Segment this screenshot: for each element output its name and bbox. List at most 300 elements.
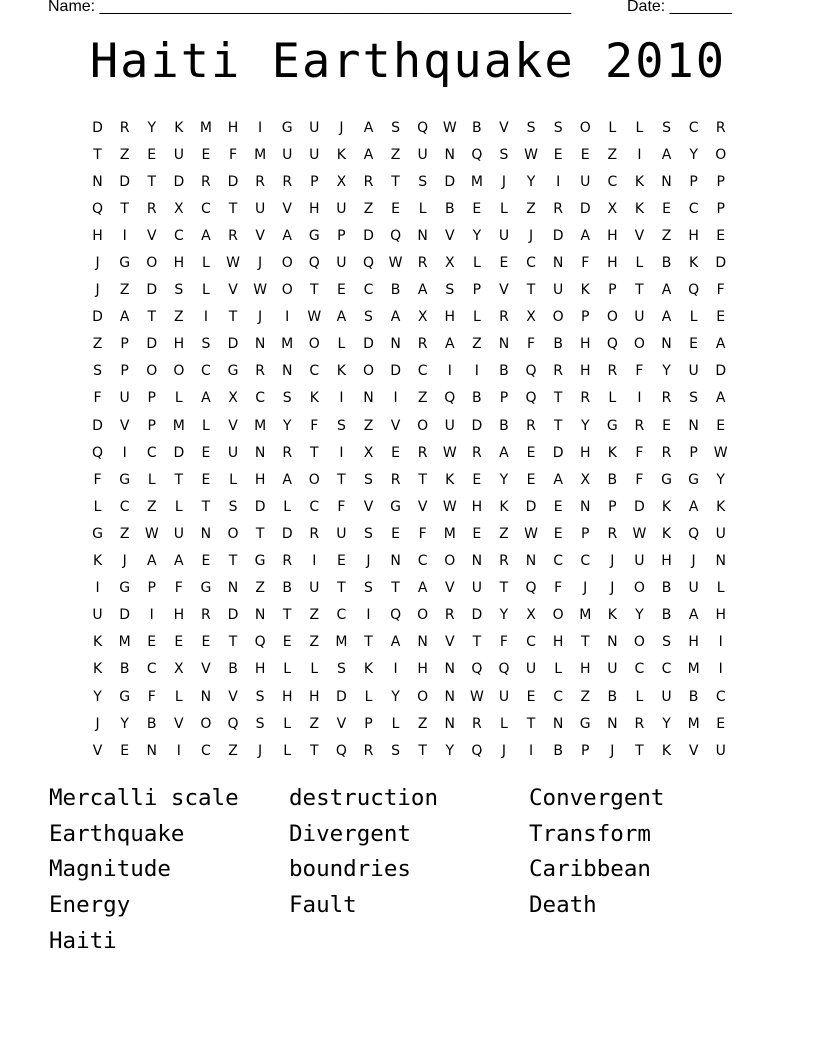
- grid-cell: F: [228, 146, 238, 163]
- grid-cell: V: [146, 227, 157, 244]
- grid-cell: S: [526, 119, 536, 136]
- grid-cell: U: [309, 580, 320, 597]
- grid-cell: H: [227, 119, 239, 136]
- grid-cell: O: [633, 336, 645, 353]
- grid-cell: S: [445, 282, 455, 299]
- grid-cell: F: [418, 525, 427, 542]
- grid-cell: S: [364, 525, 373, 542]
- grid-cell: Z: [417, 715, 428, 732]
- grid-cell: I: [447, 363, 452, 380]
- grid-cell: O: [417, 688, 429, 705]
- grid-cell: O: [444, 553, 456, 570]
- grid-cell: A: [417, 580, 428, 597]
- grid-cell: K: [309, 390, 319, 407]
- grid-cell: E: [174, 634, 184, 651]
- grid-cell: U: [661, 688, 672, 705]
- grid-cell: N: [417, 227, 428, 244]
- grid-cell: O: [362, 363, 374, 380]
- grid-cell: Z: [174, 309, 184, 326]
- grid-cell: N: [525, 553, 537, 570]
- grid-cell: Q: [525, 390, 537, 407]
- grid-cell: H: [552, 634, 564, 651]
- grid-cell: R: [282, 173, 293, 190]
- word-search-grid: [84, 114, 734, 764]
- word-item: Fault: [289, 892, 357, 919]
- grid-cell: I: [393, 661, 398, 678]
- grid-cell: J: [95, 255, 100, 272]
- grid-cell: P: [120, 336, 129, 353]
- grid-cell: X: [417, 309, 428, 326]
- grid-cell: S: [418, 173, 428, 190]
- grid-cell: L: [283, 715, 292, 732]
- grid-cell: N: [254, 336, 266, 353]
- grid-cell: L: [418, 200, 427, 217]
- grid-cell: R: [607, 525, 618, 542]
- grid-cell: G: [119, 255, 131, 272]
- grid-cell: D: [336, 688, 347, 705]
- grid-cell: J: [122, 553, 127, 570]
- grid-cell: O: [281, 282, 293, 299]
- grid-cell: E: [282, 634, 292, 651]
- grid-cell: T: [337, 580, 346, 597]
- grid-cell: Z: [119, 282, 130, 299]
- grid-cell: F: [174, 580, 183, 597]
- grid-cell: X: [607, 200, 618, 217]
- word-item: Caribbean: [529, 856, 651, 883]
- grid-cell: C: [526, 634, 536, 651]
- grid-cell: D: [444, 173, 456, 190]
- grid-cell: I: [122, 227, 127, 244]
- grid-cell: Q: [254, 634, 266, 651]
- grid-cell: W: [524, 146, 538, 163]
- grid-cell: S: [662, 634, 671, 651]
- grid-cell: H: [281, 688, 293, 705]
- grid-cell: E: [201, 634, 211, 651]
- grid-cell: O: [417, 607, 429, 624]
- grid-cell: W: [469, 688, 484, 705]
- grid-cell: I: [366, 607, 371, 624]
- grid-cell: Q: [417, 119, 429, 136]
- grid-cell: Q: [335, 742, 347, 759]
- grid-cell: Z: [661, 227, 672, 244]
- grid-cell: S: [364, 580, 373, 597]
- grid-cell: K: [607, 444, 617, 461]
- grid-cell: J: [691, 553, 696, 570]
- grid-cell: L: [635, 688, 644, 705]
- grid-cell: O: [227, 525, 239, 542]
- grid-cell: H: [92, 227, 103, 244]
- grid-cell: D: [173, 173, 185, 190]
- grid-cell: T: [391, 173, 400, 190]
- grid-cell: L: [93, 498, 102, 515]
- grid-cell: N: [688, 417, 699, 434]
- grid-cell: L: [283, 661, 292, 678]
- grid-cell: M: [199, 119, 212, 136]
- grid-cell: X: [228, 390, 238, 407]
- grid-cell: Z: [309, 607, 320, 624]
- grid-cell: D: [173, 444, 185, 461]
- grid-cell: A: [201, 227, 211, 244]
- grid-cell: H: [444, 309, 456, 326]
- grid-cell: K: [580, 282, 590, 299]
- grid-cell: R: [417, 255, 428, 272]
- grid-cell: G: [688, 471, 700, 488]
- grid-cell: V: [228, 688, 238, 705]
- grid-cell: D: [92, 119, 103, 136]
- grid-cell: Q: [525, 580, 537, 597]
- grid-cell: M: [687, 661, 700, 678]
- grid-cell: T: [228, 309, 238, 326]
- grid-cell: T: [310, 444, 319, 461]
- grid-cell: V: [444, 227, 455, 244]
- grid-cell: V: [688, 742, 699, 759]
- grid-cell: G: [281, 119, 293, 136]
- grid-cell: H: [579, 336, 591, 353]
- grid-cell: C: [309, 498, 320, 515]
- grid-cell: Q: [92, 444, 104, 461]
- grid-cell: A: [390, 634, 401, 651]
- grid-cell: P: [337, 227, 346, 244]
- grid-cell: N: [498, 336, 510, 353]
- grid-cell: X: [363, 444, 374, 461]
- grid-cell: H: [471, 498, 483, 515]
- grid-cell: E: [336, 553, 346, 570]
- grid-cell: H: [254, 471, 266, 488]
- grid-cell: J: [610, 742, 615, 759]
- grid-cell: B: [472, 119, 482, 136]
- grid-cell: L: [635, 119, 644, 136]
- grid-cell: B: [499, 417, 509, 434]
- grid-cell: U: [92, 607, 103, 624]
- grid-cell: O: [146, 363, 158, 380]
- grid-cell: H: [254, 661, 266, 678]
- grid-cell: T: [228, 200, 238, 217]
- grid-cell: G: [390, 498, 401, 515]
- grid-cell: O: [552, 607, 564, 624]
- grid-cell: R: [661, 390, 672, 407]
- grid-cell: B: [661, 607, 672, 624]
- grid-cell: D: [552, 444, 564, 461]
- grid-cell: T: [418, 742, 427, 759]
- grid-cell: T: [174, 471, 184, 488]
- grid-cell: S: [201, 336, 211, 353]
- grid-cell: R: [661, 444, 672, 461]
- grid-cell: R: [282, 444, 293, 461]
- grid-cell: U: [336, 525, 347, 542]
- grid-cell: H: [715, 607, 726, 624]
- grid-cell: K: [607, 607, 617, 624]
- grid-cell: Z: [580, 688, 591, 705]
- grid-cell: N: [552, 255, 564, 272]
- grid-cell: D: [92, 417, 103, 434]
- grid-cell: A: [444, 336, 455, 353]
- grid-cell: U: [227, 444, 239, 461]
- grid-cell: J: [610, 580, 615, 597]
- grid-cell: V: [282, 200, 292, 217]
- word-item: Death: [529, 892, 597, 919]
- grid-cell: T: [228, 634, 238, 651]
- grid-cell: R: [201, 607, 211, 624]
- grid-cell: H: [661, 553, 672, 570]
- grid-cell: N: [661, 336, 672, 353]
- grid-cell: H: [688, 634, 699, 651]
- grid-cell: V: [255, 227, 265, 244]
- grid-cell: N: [579, 498, 591, 515]
- grid-cell: N: [607, 715, 618, 732]
- grid-cell: E: [472, 525, 482, 542]
- word-item: Energy: [49, 892, 131, 919]
- grid-cell: Z: [309, 715, 320, 732]
- grid-cell: S: [282, 390, 292, 407]
- grid-cell: D: [634, 498, 645, 515]
- grid-cell: T: [526, 715, 536, 732]
- grid-cell: O: [308, 471, 320, 488]
- grid-cell: F: [716, 282, 725, 299]
- grid-cell: Y: [120, 715, 129, 732]
- grid-cell: W: [253, 282, 268, 299]
- grid-cell: G: [254, 553, 266, 570]
- grid-cell: D: [715, 255, 727, 272]
- grid-cell: T: [120, 200, 129, 217]
- grid-cell: V: [634, 227, 645, 244]
- grid-cell: C: [661, 661, 672, 678]
- grid-cell: V: [363, 498, 374, 515]
- grid-cell: E: [201, 444, 211, 461]
- grid-cell: Q: [362, 255, 374, 272]
- grid-cell: Y: [93, 688, 102, 705]
- grid-cell: Z: [119, 146, 130, 163]
- grid-cell: A: [146, 553, 157, 570]
- grid-cell: J: [95, 715, 100, 732]
- grid-cell: E: [147, 634, 157, 651]
- grid-cell: J: [501, 173, 507, 190]
- grid-cell: I: [637, 390, 642, 407]
- grid-cell: S: [364, 471, 373, 488]
- grid-cell: L: [716, 580, 725, 597]
- grid-cell: O: [579, 119, 591, 136]
- grid-cell: J: [501, 742, 507, 759]
- grid-cell: B: [390, 282, 401, 299]
- grid-cell: Y: [147, 119, 157, 136]
- grid-cell: H: [579, 363, 591, 380]
- grid-cell: K: [634, 200, 645, 217]
- grid-cell: S: [391, 742, 401, 759]
- grid-cell: Q: [227, 715, 239, 732]
- grid-cell: E: [201, 553, 211, 570]
- grid-cell: C: [580, 553, 591, 570]
- grid-cell: O: [715, 146, 727, 163]
- grid-cell: L: [608, 390, 617, 407]
- grid-cell: P: [581, 742, 590, 759]
- grid-cell: R: [417, 444, 428, 461]
- grid-cell: H: [173, 607, 185, 624]
- grid-cell: E: [201, 471, 211, 488]
- grid-cell: D: [146, 336, 158, 353]
- grid-cell: T: [147, 309, 157, 326]
- grid-cell: D: [146, 282, 158, 299]
- grid-cell: A: [580, 227, 591, 244]
- grid-cell: H: [417, 661, 428, 678]
- grid-cell: R: [363, 742, 374, 759]
- grid-cell: F: [527, 336, 536, 353]
- grid-cell: K: [661, 498, 672, 515]
- grid-cell: D: [227, 607, 239, 624]
- grid-cell: U: [254, 200, 266, 217]
- grid-cell: B: [661, 580, 672, 597]
- grid-cell: I: [312, 553, 317, 570]
- grid-cell: R: [499, 309, 509, 326]
- word-item: Magnitude: [49, 856, 171, 883]
- word-list-column-3: [529, 781, 664, 924]
- grid-cell: F: [581, 255, 590, 272]
- grid-cell: F: [147, 688, 156, 705]
- grid-cell: N: [444, 661, 455, 678]
- grid-cell: F: [554, 580, 563, 597]
- grid-cell: R: [553, 363, 563, 380]
- grid-cell: F: [635, 444, 644, 461]
- grid-cell: R: [580, 390, 591, 407]
- grid-cell: D: [281, 525, 293, 542]
- grid-cell: T: [553, 390, 563, 407]
- grid-cell: K: [336, 146, 346, 163]
- grid-cell: G: [227, 363, 239, 380]
- grid-cell: P: [499, 390, 509, 407]
- grid-cell: I: [637, 146, 642, 163]
- grid-cell: M: [443, 525, 456, 542]
- grid-cell: R: [526, 417, 536, 434]
- grid-cell: Z: [390, 146, 401, 163]
- grid-cell: P: [689, 173, 698, 190]
- grid-cell: N: [390, 336, 401, 353]
- grid-cell: K: [445, 471, 455, 488]
- grid-cell: T: [391, 580, 400, 597]
- grid-cell: I: [556, 173, 561, 190]
- grid-cell: W: [442, 119, 457, 136]
- grid-cell: U: [309, 119, 320, 136]
- grid-cell: W: [388, 255, 403, 272]
- grid-cell: A: [363, 119, 374, 136]
- grid-cell: P: [310, 173, 319, 190]
- grid-cell: P: [147, 390, 156, 407]
- grid-cell: A: [553, 471, 563, 488]
- grid-cell: B: [472, 390, 482, 407]
- grid-cell: O: [633, 634, 645, 651]
- grid-cell: T: [147, 173, 157, 190]
- grid-cell: U: [634, 309, 645, 326]
- grid-cell: L: [364, 688, 373, 705]
- grid-cell: E: [391, 200, 400, 217]
- grid-cell: D: [227, 336, 239, 353]
- grid-cell: C: [553, 688, 564, 705]
- grid-cell: O: [146, 255, 158, 272]
- grid-cell: R: [715, 119, 726, 136]
- grid-cell: T: [255, 525, 265, 542]
- grid-cell: R: [146, 200, 157, 217]
- grid-cell: E: [499, 255, 509, 272]
- grid-cell: A: [282, 471, 292, 488]
- grid-cell: M: [579, 607, 592, 624]
- grid-cell: L: [500, 715, 508, 732]
- page-title: Haiti Earthquake 2010: [89, 34, 727, 89]
- grid-cell: Y: [472, 227, 482, 244]
- grid-cell: K: [92, 553, 103, 570]
- grid-cell: W: [307, 309, 322, 326]
- grid-cell: L: [472, 309, 481, 326]
- grid-cell: B: [661, 255, 672, 272]
- grid-cell: I: [339, 390, 344, 407]
- grid-cell: X: [526, 309, 536, 326]
- grid-cell: D: [92, 309, 103, 326]
- grid-cell: A: [715, 390, 726, 407]
- grid-cell: L: [500, 200, 508, 217]
- grid-cell: Q: [525, 363, 537, 380]
- grid-cell: E: [716, 227, 726, 244]
- grid-cell: K: [363, 661, 374, 678]
- grid-cell: C: [417, 363, 428, 380]
- grid-cell: H: [607, 255, 618, 272]
- grid-cell: V: [201, 661, 211, 678]
- grid-cell: C: [688, 119, 699, 136]
- grid-cell: X: [444, 255, 455, 272]
- grid-cell: C: [201, 200, 211, 217]
- grid-cell: U: [173, 525, 184, 542]
- grid-cell: T: [635, 282, 644, 299]
- grid-cell: C: [688, 200, 699, 217]
- grid-cell: H: [173, 336, 185, 353]
- grid-cell: S: [364, 309, 373, 326]
- grid-cell: E: [391, 444, 400, 461]
- grid-cell: P: [472, 282, 482, 299]
- grid-cell: U: [282, 146, 293, 163]
- grid-cell: I: [339, 444, 344, 461]
- grid-cell: O: [281, 255, 293, 272]
- grid-cell: X: [336, 173, 347, 190]
- grid-cell: N: [417, 634, 428, 651]
- grid-cell: K: [92, 634, 103, 651]
- grid-cell: E: [391, 525, 400, 542]
- grid-cell: T: [472, 634, 482, 651]
- grid-cell: Z: [607, 146, 618, 163]
- grid-cell: L: [202, 255, 210, 272]
- grid-cell: M: [254, 417, 267, 434]
- grid-cell: U: [715, 742, 726, 759]
- grid-cell: K: [336, 363, 346, 380]
- grid-cell: N: [607, 634, 618, 651]
- grid-cell: G: [661, 471, 672, 488]
- grid-cell: G: [119, 580, 131, 597]
- grid-cell: Q: [471, 742, 483, 759]
- grid-cell: B: [282, 580, 292, 597]
- grid-cell: T: [310, 742, 319, 759]
- grid-cell: Q: [606, 336, 618, 353]
- grid-cell: Y: [662, 715, 671, 732]
- grid-cell: U: [634, 553, 645, 570]
- grid-cell: S: [255, 715, 265, 732]
- grid-cell: P: [147, 580, 156, 597]
- grid-cell: L: [283, 742, 292, 759]
- grid-cell: V: [119, 417, 130, 434]
- grid-cell: G: [200, 580, 212, 597]
- grid-cell: W: [632, 525, 647, 542]
- grid-cell: P: [608, 282, 617, 299]
- grid-cell: Z: [309, 634, 320, 651]
- grid-cell: H: [309, 200, 320, 217]
- grid-cell: A: [417, 282, 428, 299]
- grid-cell: D: [715, 363, 727, 380]
- grid-cell: J: [339, 119, 344, 136]
- grid-cell: I: [203, 309, 208, 326]
- grid-cell: V: [92, 742, 103, 759]
